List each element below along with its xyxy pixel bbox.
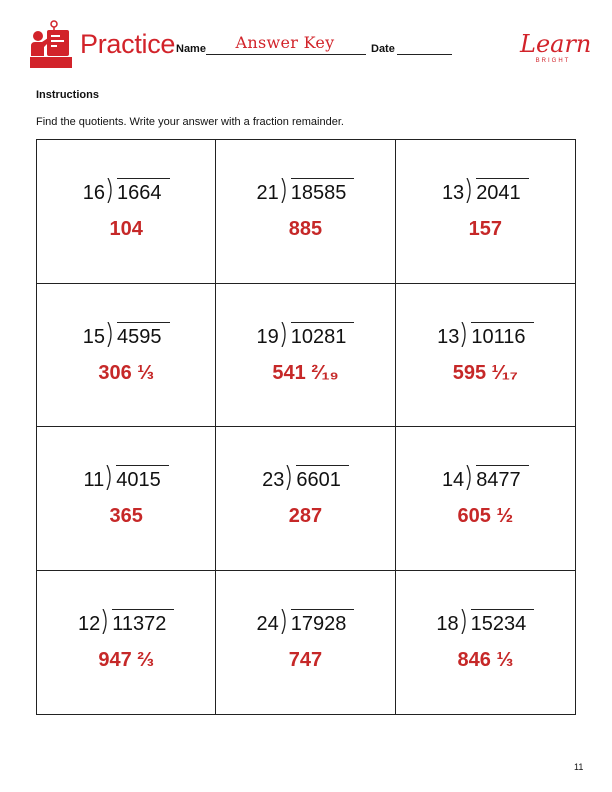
dividend: 11372	[112, 609, 174, 634]
long-division	[396, 465, 575, 490]
dividend: 8477	[476, 465, 529, 490]
division-bracket-icon	[461, 322, 468, 347]
long-division	[396, 178, 575, 203]
answer: 306 ⅓	[98, 361, 154, 384]
dividend: 10116	[471, 322, 533, 347]
divisor: 11	[83, 469, 105, 491]
long-division	[396, 609, 575, 634]
long-division	[216, 178, 394, 203]
long-division	[37, 178, 215, 203]
student-at-board-icon	[30, 20, 74, 68]
long-division	[37, 609, 215, 634]
divisor: 14	[441, 469, 465, 491]
problem-cell	[37, 427, 216, 571]
name-label: Name	[176, 43, 206, 55]
problem-cell	[37, 571, 216, 715]
divisor: 23	[262, 469, 285, 491]
division-bracket-icon	[466, 465, 473, 490]
answer: 287	[288, 505, 323, 527]
divisor: 13	[437, 325, 460, 348]
problem-cell	[396, 140, 575, 284]
answer: 605 ½	[457, 505, 514, 527]
name-value: Answer Key	[235, 33, 335, 52]
answer: 846 ⅓	[457, 648, 514, 671]
divisor: 24	[256, 612, 279, 635]
answer: 104	[109, 218, 143, 240]
learn-bright-logo	[520, 30, 592, 70]
answer: 157	[468, 218, 502, 240]
dividend: 15234	[471, 609, 535, 634]
dividend: 17928	[291, 609, 355, 634]
problem-cell	[216, 284, 395, 428]
divisor: 12	[77, 612, 101, 635]
answer: 747	[288, 648, 323, 671]
dividend: 18585	[291, 178, 355, 203]
division-bracket-icon	[461, 609, 468, 634]
divisor: 19	[256, 325, 279, 348]
division-bracket-icon	[281, 322, 288, 347]
division-bracket-icon	[107, 322, 114, 347]
page-header	[0, 0, 612, 80]
logo-subtext: BRIGHT	[535, 58, 571, 64]
division-bracket-icon	[102, 609, 109, 634]
answer: 947 ⅔	[98, 648, 154, 671]
divisor: 13	[441, 182, 465, 204]
long-division	[396, 322, 575, 347]
dividend: 10281	[291, 322, 355, 347]
dividend: 4595	[117, 322, 170, 347]
instructions-heading: Instructions	[36, 89, 99, 101]
answer: 365	[109, 505, 143, 527]
long-division	[216, 322, 394, 347]
instructions-text: Find the quotients. Write your answer with a fraction remainder.	[36, 116, 344, 128]
divisor: 15	[82, 325, 106, 348]
problem-cell	[396, 284, 575, 428]
date-label: Date	[371, 43, 395, 55]
answer: 541 ²⁄₁₉	[272, 361, 339, 384]
practice-brand	[30, 20, 175, 68]
dividend: 2041	[476, 178, 529, 203]
name-line	[206, 54, 366, 55]
problem-cell	[216, 427, 395, 571]
answer: 885	[288, 218, 323, 240]
problem-cell	[216, 571, 395, 715]
dividend: 4015	[116, 465, 169, 490]
dividend: 1664	[117, 178, 170, 203]
date-line	[397, 54, 452, 55]
problem-grid	[36, 139, 576, 715]
dividend: 6601	[296, 465, 349, 490]
division-bracket-icon	[281, 178, 288, 203]
problem-cell	[216, 140, 395, 284]
page-number: 11	[574, 762, 584, 772]
division-bracket-icon	[466, 178, 473, 203]
long-division	[37, 322, 215, 347]
division-bracket-icon	[106, 465, 113, 490]
problem-cell	[396, 427, 575, 571]
logo-text: Learn	[520, 30, 592, 58]
divisor: 18	[436, 612, 459, 635]
problem-cell	[396, 571, 575, 715]
divisor: 21	[256, 182, 279, 204]
problem-cell	[37, 284, 216, 428]
answer: 595 ¹⁄₁₇	[452, 361, 518, 384]
practice-title: Practice	[80, 28, 176, 59]
problem-cell	[37, 140, 216, 284]
divisor: 16	[82, 182, 106, 204]
long-division	[216, 609, 394, 634]
division-bracket-icon	[286, 465, 293, 490]
long-division	[37, 465, 215, 490]
long-division	[216, 465, 394, 490]
division-bracket-icon	[281, 609, 288, 634]
division-bracket-icon	[107, 178, 114, 203]
